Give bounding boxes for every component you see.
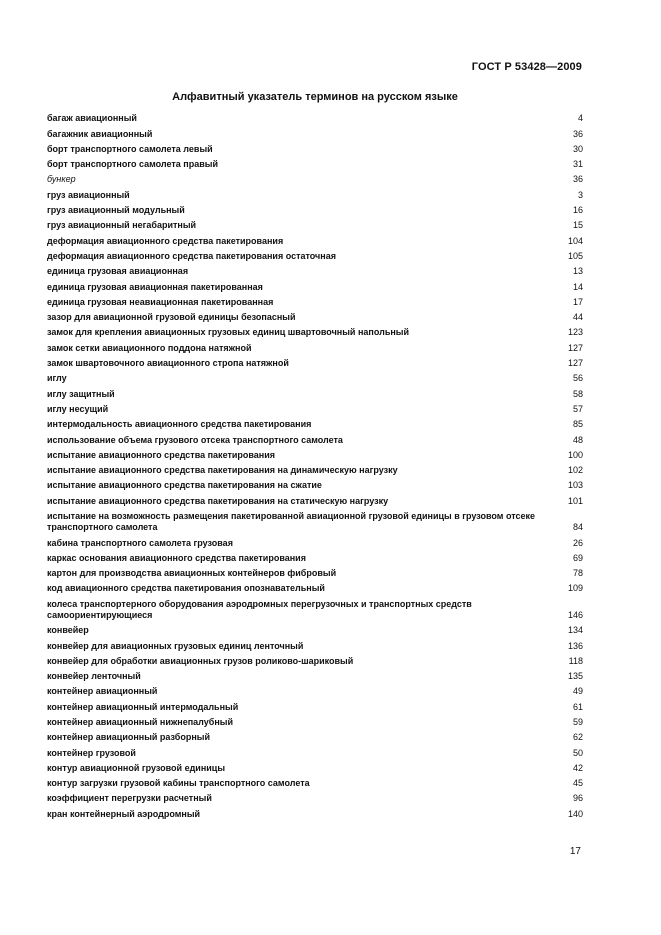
index-entry (47, 698, 583, 713)
index-entry-term: контур авиационной грузовой единицы (47, 762, 226, 773)
index-entry-term: кабина транспортного самолета грузовая (47, 537, 233, 548)
index-entry-page: 13 (572, 266, 583, 277)
index-entry (47, 248, 583, 263)
index-entry-term: борт транспортного самолета правый (47, 159, 218, 170)
index-entry-page: 140 (567, 808, 583, 819)
index-entry-page: 17 (572, 296, 583, 307)
index-entry-page: 135 (567, 671, 583, 682)
index-entry-term: груз авиационный модульный (47, 205, 185, 216)
index-entry-term: конвейер (47, 625, 89, 636)
index-entry (47, 217, 583, 232)
index-entry-term: каркас основания авиационного средства пакетирования (47, 552, 306, 563)
index-entry-page: 49 (572, 686, 583, 697)
index-entry-page: 50 (572, 747, 583, 758)
index-entry (47, 431, 583, 446)
index-entry-page: 104 (567, 235, 583, 246)
page-number: 17 (569, 846, 581, 857)
index-entry (47, 775, 583, 790)
index-entry (47, 186, 583, 201)
index-entry-term: борт транспортного самолета левый (47, 143, 213, 154)
index-entry-page: 56 (572, 373, 583, 384)
index-entry (47, 805, 583, 820)
index-entry (47, 760, 583, 775)
index-entry (47, 202, 583, 217)
index-entry-page: 101 (567, 495, 583, 506)
index-entry-term: контейнер авиационный разборный (47, 732, 211, 743)
index-entry-page: 123 (567, 327, 583, 338)
index-entry (47, 278, 583, 293)
index-entry-page: 146 (567, 609, 583, 620)
index-entry (47, 580, 583, 595)
index-entry-page: 84 (572, 522, 583, 533)
index-entry-term: иглу несущий (47, 403, 109, 414)
index-entry (47, 622, 583, 637)
index-entry-term: интермодальность авиационного средства пакетирования (47, 419, 312, 430)
index-entry-page: 36 (572, 128, 583, 139)
index-entry-term: код авиационного средства пакетирования опознавательный (47, 583, 325, 594)
index-entry-term: контейнер авиационный нижнепалубный (47, 716, 233, 727)
index-entry-page: 59 (572, 716, 583, 727)
index-entry-term: использование объема грузового отсека транспортного самолета (47, 434, 343, 445)
index-entry-term: контур загрузки грузовой кабины транспортного самолета (47, 778, 310, 789)
index-entry-term: замок для крепления авиационных грузовых единиц швартовочный напольный (47, 327, 410, 338)
index-entry (47, 447, 583, 462)
index-entry (47, 637, 583, 652)
index-entry (47, 309, 583, 324)
index-entry-term: контейнер авиационный (47, 686, 158, 697)
index-entry-term: деформация авиационного средства пакетирования остаточная (47, 250, 336, 261)
index-entry (47, 492, 583, 507)
index-entry-page: 16 (572, 205, 583, 216)
index-entry-page: 48 (572, 434, 583, 445)
index-entry (47, 508, 583, 535)
index-entry (47, 653, 583, 668)
index-entry (47, 232, 583, 247)
index-entry-page: 134 (567, 625, 583, 636)
index-entry (47, 550, 583, 565)
index-entry-term: единица грузовая авиационная (47, 266, 189, 277)
index-entry-term: единица грузовая авиационная пакетированная (47, 281, 263, 292)
index-entry-term: единица грузовая неавиационная пакетированная (47, 296, 274, 307)
index-entry (47, 110, 583, 125)
index-entry-page: 103 (567, 480, 583, 491)
index-title: Алфавитный указатель терминов на русском языке (172, 91, 458, 103)
index-entry (47, 156, 583, 171)
index-entry-term: груз авиационный (47, 189, 130, 200)
index-entry (47, 416, 583, 431)
index-entry-term: иглу защитный (47, 388, 115, 399)
index-entry (47, 141, 583, 156)
index-entry-term: замок сетки авиационного поддона натяжной (47, 342, 252, 353)
index-entry-term: испытание авиационного средства пакетирования на динамическую нагрузку (47, 465, 398, 476)
index-entry-term: испытание авиационного средства пакетирования (47, 449, 276, 460)
index-entry-term: груз авиационный негабаритный (47, 220, 197, 231)
index-entry (47, 534, 583, 549)
index-entry-term: контейнер авиационный интермодальный (47, 701, 239, 712)
index-entry (47, 462, 583, 477)
index-entry-list (47, 110, 583, 821)
index-entry (47, 339, 583, 354)
index-entry-term: конвейер для обработки авиационных грузов роликово-шариковый (47, 655, 354, 666)
index-entry (47, 565, 583, 580)
index-entry-page: 127 (567, 358, 583, 369)
index-entry-term: контейнер грузовой (47, 747, 136, 758)
index-entry-term: испытание авиационного средства пакетирования на статическую нагрузку (47, 495, 389, 506)
index-entry (47, 385, 583, 400)
index-entry-term: деформация авиационного средства пакетирования (47, 235, 284, 246)
index-entry-page: 85 (572, 419, 583, 430)
index-entry (47, 401, 583, 416)
index-entry-term: конвейер ленточный (47, 671, 141, 682)
index-entry-page: 127 (567, 342, 583, 353)
index-entry-term: багажник авиационный (47, 128, 153, 139)
index-entry-page: 3 (577, 189, 583, 200)
index-entry-page: 45 (572, 778, 583, 789)
index-entry (47, 595, 583, 622)
index-entry-page: 96 (572, 793, 583, 804)
index-entry (47, 668, 583, 683)
index-entry-page: 58 (572, 388, 583, 399)
index-entry-page: 136 (567, 640, 583, 651)
index-entry-term: кран контейнерный аэродромный (47, 808, 201, 819)
index-entry (47, 714, 583, 729)
index-entry (47, 125, 583, 140)
index-entry-page: 31 (572, 159, 583, 170)
index-entry-term: испытание на возможность размещения пакетированной авиационной грузовой единицы в грузовом отсеке транспортного самолета (47, 511, 536, 533)
index-entry (47, 729, 583, 744)
index-entry-page: 62 (572, 732, 583, 743)
index-entry-term: зазор для авиационной грузовой единицы безопасный (47, 312, 296, 323)
index-entry-page: 15 (572, 220, 583, 231)
index-entry (47, 171, 583, 186)
index-entry (47, 355, 583, 370)
index-entry-page: 118 (568, 655, 583, 666)
index-entry-page: 42 (572, 762, 583, 773)
index-entry-page: 69 (572, 552, 583, 563)
index-entry (47, 477, 583, 492)
index-entry-page: 30 (572, 143, 583, 154)
index-entry-term: багаж авиационный (47, 113, 137, 124)
index-entry (47, 790, 583, 805)
index-entry (47, 683, 583, 698)
index-entry-page: 61 (572, 701, 583, 712)
index-entry-page: 100 (567, 449, 583, 460)
index-entry (47, 263, 583, 278)
index-entry (47, 370, 583, 385)
index-entry-page: 14 (572, 281, 583, 292)
index-entry-page: 26 (572, 537, 583, 548)
index-entry-term: конвейер для авиационных грузовых единиц ленточный (47, 640, 304, 651)
index-entry (47, 744, 583, 759)
index-entry-page: 57 (572, 403, 583, 414)
document-code: ГОСТ Р 53428—2009 (471, 61, 582, 73)
index-entry-term: бункер (47, 174, 76, 185)
index-entry-page: 102 (567, 465, 583, 476)
index-entry-term: картон для производства авиационных контейнеров фибровый (47, 568, 337, 579)
index-entry (47, 324, 583, 339)
index-entry (47, 294, 583, 309)
index-entry-term: испытание авиационного средства пакетирования на сжатие (47, 480, 322, 491)
index-entry-term: колеса транспортерного оборудования аэродромных перегрузочных и транспортных средств самоориентирующиеся (47, 598, 472, 620)
index-entry-page: 36 (572, 174, 583, 185)
index-entry-term: замок швартовочного авиационного стропа натяжной (47, 358, 289, 369)
index-entry-page: 105 (567, 250, 583, 261)
index-entry-term: коэффициент перегрузки расчетный (47, 793, 212, 804)
index-entry-page: 109 (567, 583, 583, 594)
index-entry-page: 4 (577, 113, 583, 124)
index-entry-page: 78 (572, 568, 583, 579)
index-entry-term: иглу (47, 373, 67, 384)
index-entry-page: 44 (572, 312, 583, 323)
